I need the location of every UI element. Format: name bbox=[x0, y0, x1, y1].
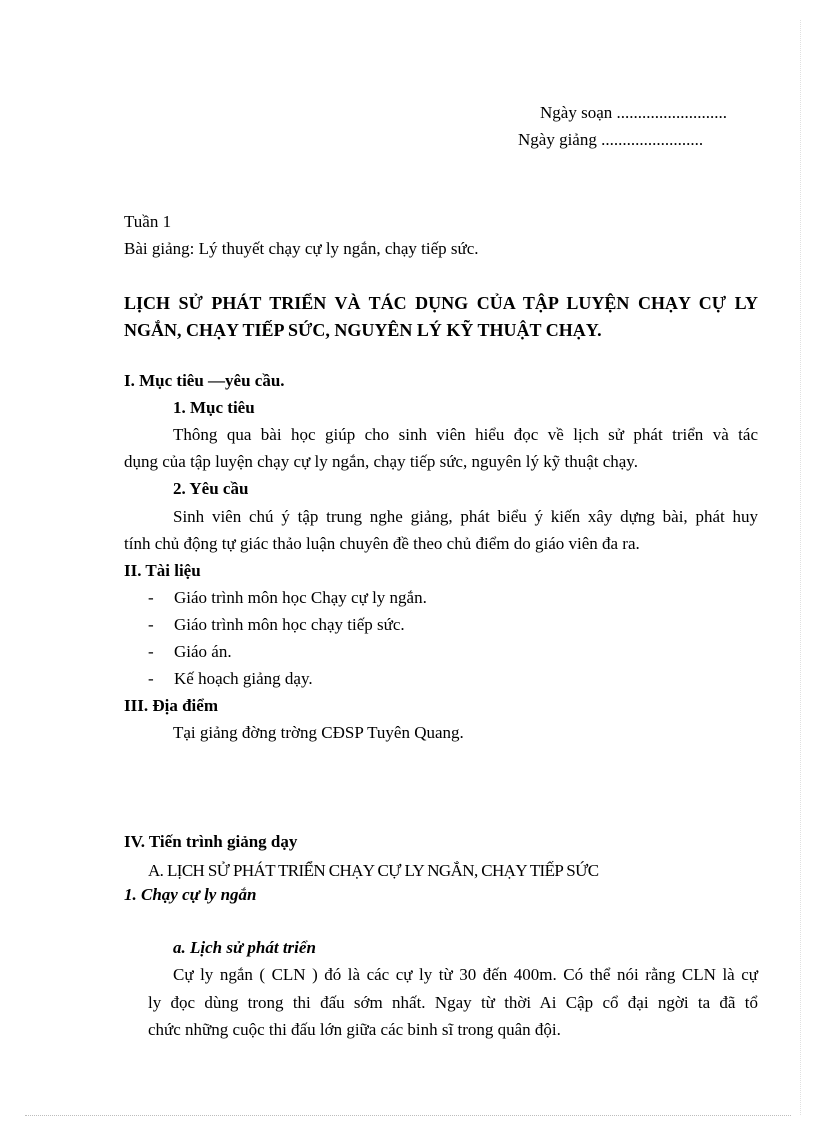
bullet-dash: - bbox=[148, 642, 154, 661]
list-item-text: Giáo trình môn học chạy tiếp sức. bbox=[174, 615, 405, 634]
page-border-bottom bbox=[25, 1115, 791, 1116]
date-prepared: Ngày soạn .......................... bbox=[540, 103, 727, 122]
week-label: Tuần 1 bbox=[124, 212, 172, 231]
section4-part-a: A. LỊCH SỬ PHÁT TRIỂN CHẠY CỰ LY NGẮN, CHẠY TIẾP SỨC bbox=[148, 861, 599, 880]
section3-heading: III. Địa điểm bbox=[124, 696, 218, 715]
section4-sub-a: a. Lịch sử phát triển bbox=[173, 938, 316, 957]
section2-heading: II. Tài liệu bbox=[124, 561, 201, 580]
bullet-dash: - bbox=[148, 615, 154, 634]
section1-sub1-line1: Thông qua bài học giúp cho sinh viên hiểu đọc về lịch sử phát triển và tác bbox=[173, 425, 758, 444]
date-taught: Ngày giảng ........................ bbox=[518, 130, 704, 149]
section1-sub2-line1: Sinh viên chú ý tập trung nghe giảng, phát biểu ý kiến xây dựng bài, phát huy bbox=[173, 507, 758, 526]
section1-sub2-line2: tính chủ động tự giác thảo luận chuyên đề theo chủ điểm do giáo viên đa ra. bbox=[124, 534, 640, 553]
section1-sub1-line2: dụng của tập luyện chạy cự ly ngắn, chạy tiếp sức, nguyên lý kỹ thuật chạy. bbox=[124, 452, 638, 471]
section4-para-line3: chức những cuộc thi đấu lớn giữa các binh sĩ trong quân đội. bbox=[148, 1020, 561, 1039]
list-item-text: Giáo trình môn học Chạy cự ly ngắn. bbox=[174, 588, 427, 607]
lesson-title: Bài giảng: Lý thuyết chạy cự ly ngắn, chạy tiếp sức. bbox=[124, 239, 479, 258]
main-title-line1: LỊCH SỬ PHÁT TRIỂN VÀ TÁC DỤNG CỦA TẬP LUYỆN CHẠY CỰ LY bbox=[124, 293, 758, 313]
section3-text: Tại giảng đờng trờng CĐSP Tuyên Quang. bbox=[173, 723, 464, 742]
section4-item1: 1. Chạy cự ly ngắn bbox=[124, 885, 257, 904]
main-title-line2: NGẮN, CHẠY TIẾP SỨC, NGUYÊN LÝ KỸ THUẬT CHẠY. bbox=[124, 320, 602, 340]
bullet-dash: - bbox=[148, 669, 154, 688]
section4-para-line1: Cự ly ngắn ( CLN ) đó là các cự ly từ 30 đến 400m. Có thể nói rằng CLN là cự bbox=[173, 965, 758, 984]
list-item-text: Giáo án. bbox=[174, 642, 232, 661]
section4-heading: IV. Tiến trình giảng dạy bbox=[124, 832, 298, 851]
section1-sub1-heading: 1. Mục tiêu bbox=[173, 398, 255, 417]
section1-sub2-heading: 2. Yêu cầu bbox=[173, 479, 249, 498]
bullet-dash: - bbox=[148, 588, 154, 607]
list-item-text: Kế hoạch giảng dạy. bbox=[174, 669, 313, 688]
section4-para-line2: ly đọc dùng trong thi đấu sớm nhất. Ngay từ thời Ai Cập cổ đại ngời ta đã tổ bbox=[148, 993, 758, 1012]
page-border-right bbox=[800, 20, 801, 1115]
section1-heading: I. Mục tiêu —yêu cầu. bbox=[124, 371, 285, 390]
